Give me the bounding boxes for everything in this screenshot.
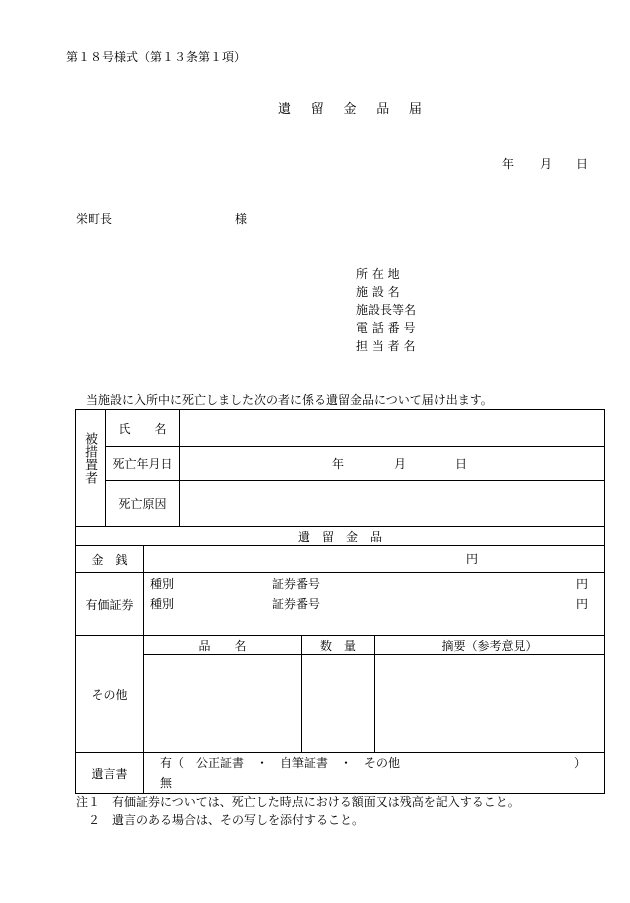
- applicant-facility-label: 施 設 名: [356, 285, 400, 299]
- will-yes-options: 有（ 公正証書 ・ 自筆証書 ・ その他: [160, 756, 401, 770]
- items-section-title: 遺 留 金 品: [297, 529, 382, 544]
- securities-number-2: 証券番号: [272, 597, 321, 611]
- death-date-label: 死亡年月日: [112, 457, 173, 471]
- date-day: 日: [576, 157, 589, 171]
- securities-number-1: 証券番号: [272, 577, 321, 591]
- applicant-director-label: 施設長等名: [356, 303, 417, 317]
- death-year: 年: [332, 457, 345, 471]
- securities-kind-1: 種別: [150, 577, 175, 591]
- applicant-address-label: 所 在 地: [356, 267, 400, 281]
- money-unit: 円: [466, 552, 479, 566]
- subject-section-label: 被措置者: [82, 432, 97, 484]
- note-2: ２ 遺言のある場合は、その写しを添付すること。: [76, 813, 365, 827]
- death-day: 日: [455, 457, 468, 471]
- applicant-contact-label: 担 当 者 名: [356, 339, 416, 353]
- death-cause-value[interactable]: [180, 481, 604, 526]
- addressee-name: 栄町長: [76, 212, 113, 226]
- death-cause-label: 死亡原因: [118, 497, 167, 511]
- other-col-qty: 数 量: [319, 638, 356, 653]
- securities-kind-2: 種別: [150, 597, 175, 611]
- form-title: 遺 留 金 品 届: [278, 102, 430, 117]
- subject-name-label: 氏 名: [118, 421, 167, 436]
- other-col-note: 摘要（参考意見）: [441, 638, 538, 653]
- death-month: 月: [394, 457, 407, 471]
- other-label: その他: [91, 687, 128, 702]
- other-col-name: 品 名: [198, 638, 247, 653]
- date-year: 年: [502, 157, 515, 171]
- will-label: 遺言書: [91, 766, 128, 781]
- note-1: 注１ 有価証券については、死亡した時点における額面又は残高を記入すること。: [76, 795, 520, 809]
- money-label: 金 銭: [91, 552, 128, 567]
- securities-label: 有価証券: [85, 597, 134, 612]
- securities-unit-1: 円: [576, 577, 589, 591]
- intro-text: 当施設に入所中に死亡しました次の者に係る遺留金品について届け出ます。: [86, 393, 493, 407]
- applicant-phone-label: 電 話 番 号: [356, 321, 416, 335]
- date-month: 月: [540, 157, 553, 171]
- securities-unit-2: 円: [576, 597, 589, 611]
- addressee-honorific: 様: [235, 212, 248, 226]
- will-no: 無: [160, 776, 173, 790]
- will-close-paren: ）: [574, 756, 587, 770]
- subject-name-value[interactable]: [180, 410, 604, 446]
- form-number: 第１８号様式（第１３条第１項）: [66, 50, 247, 64]
